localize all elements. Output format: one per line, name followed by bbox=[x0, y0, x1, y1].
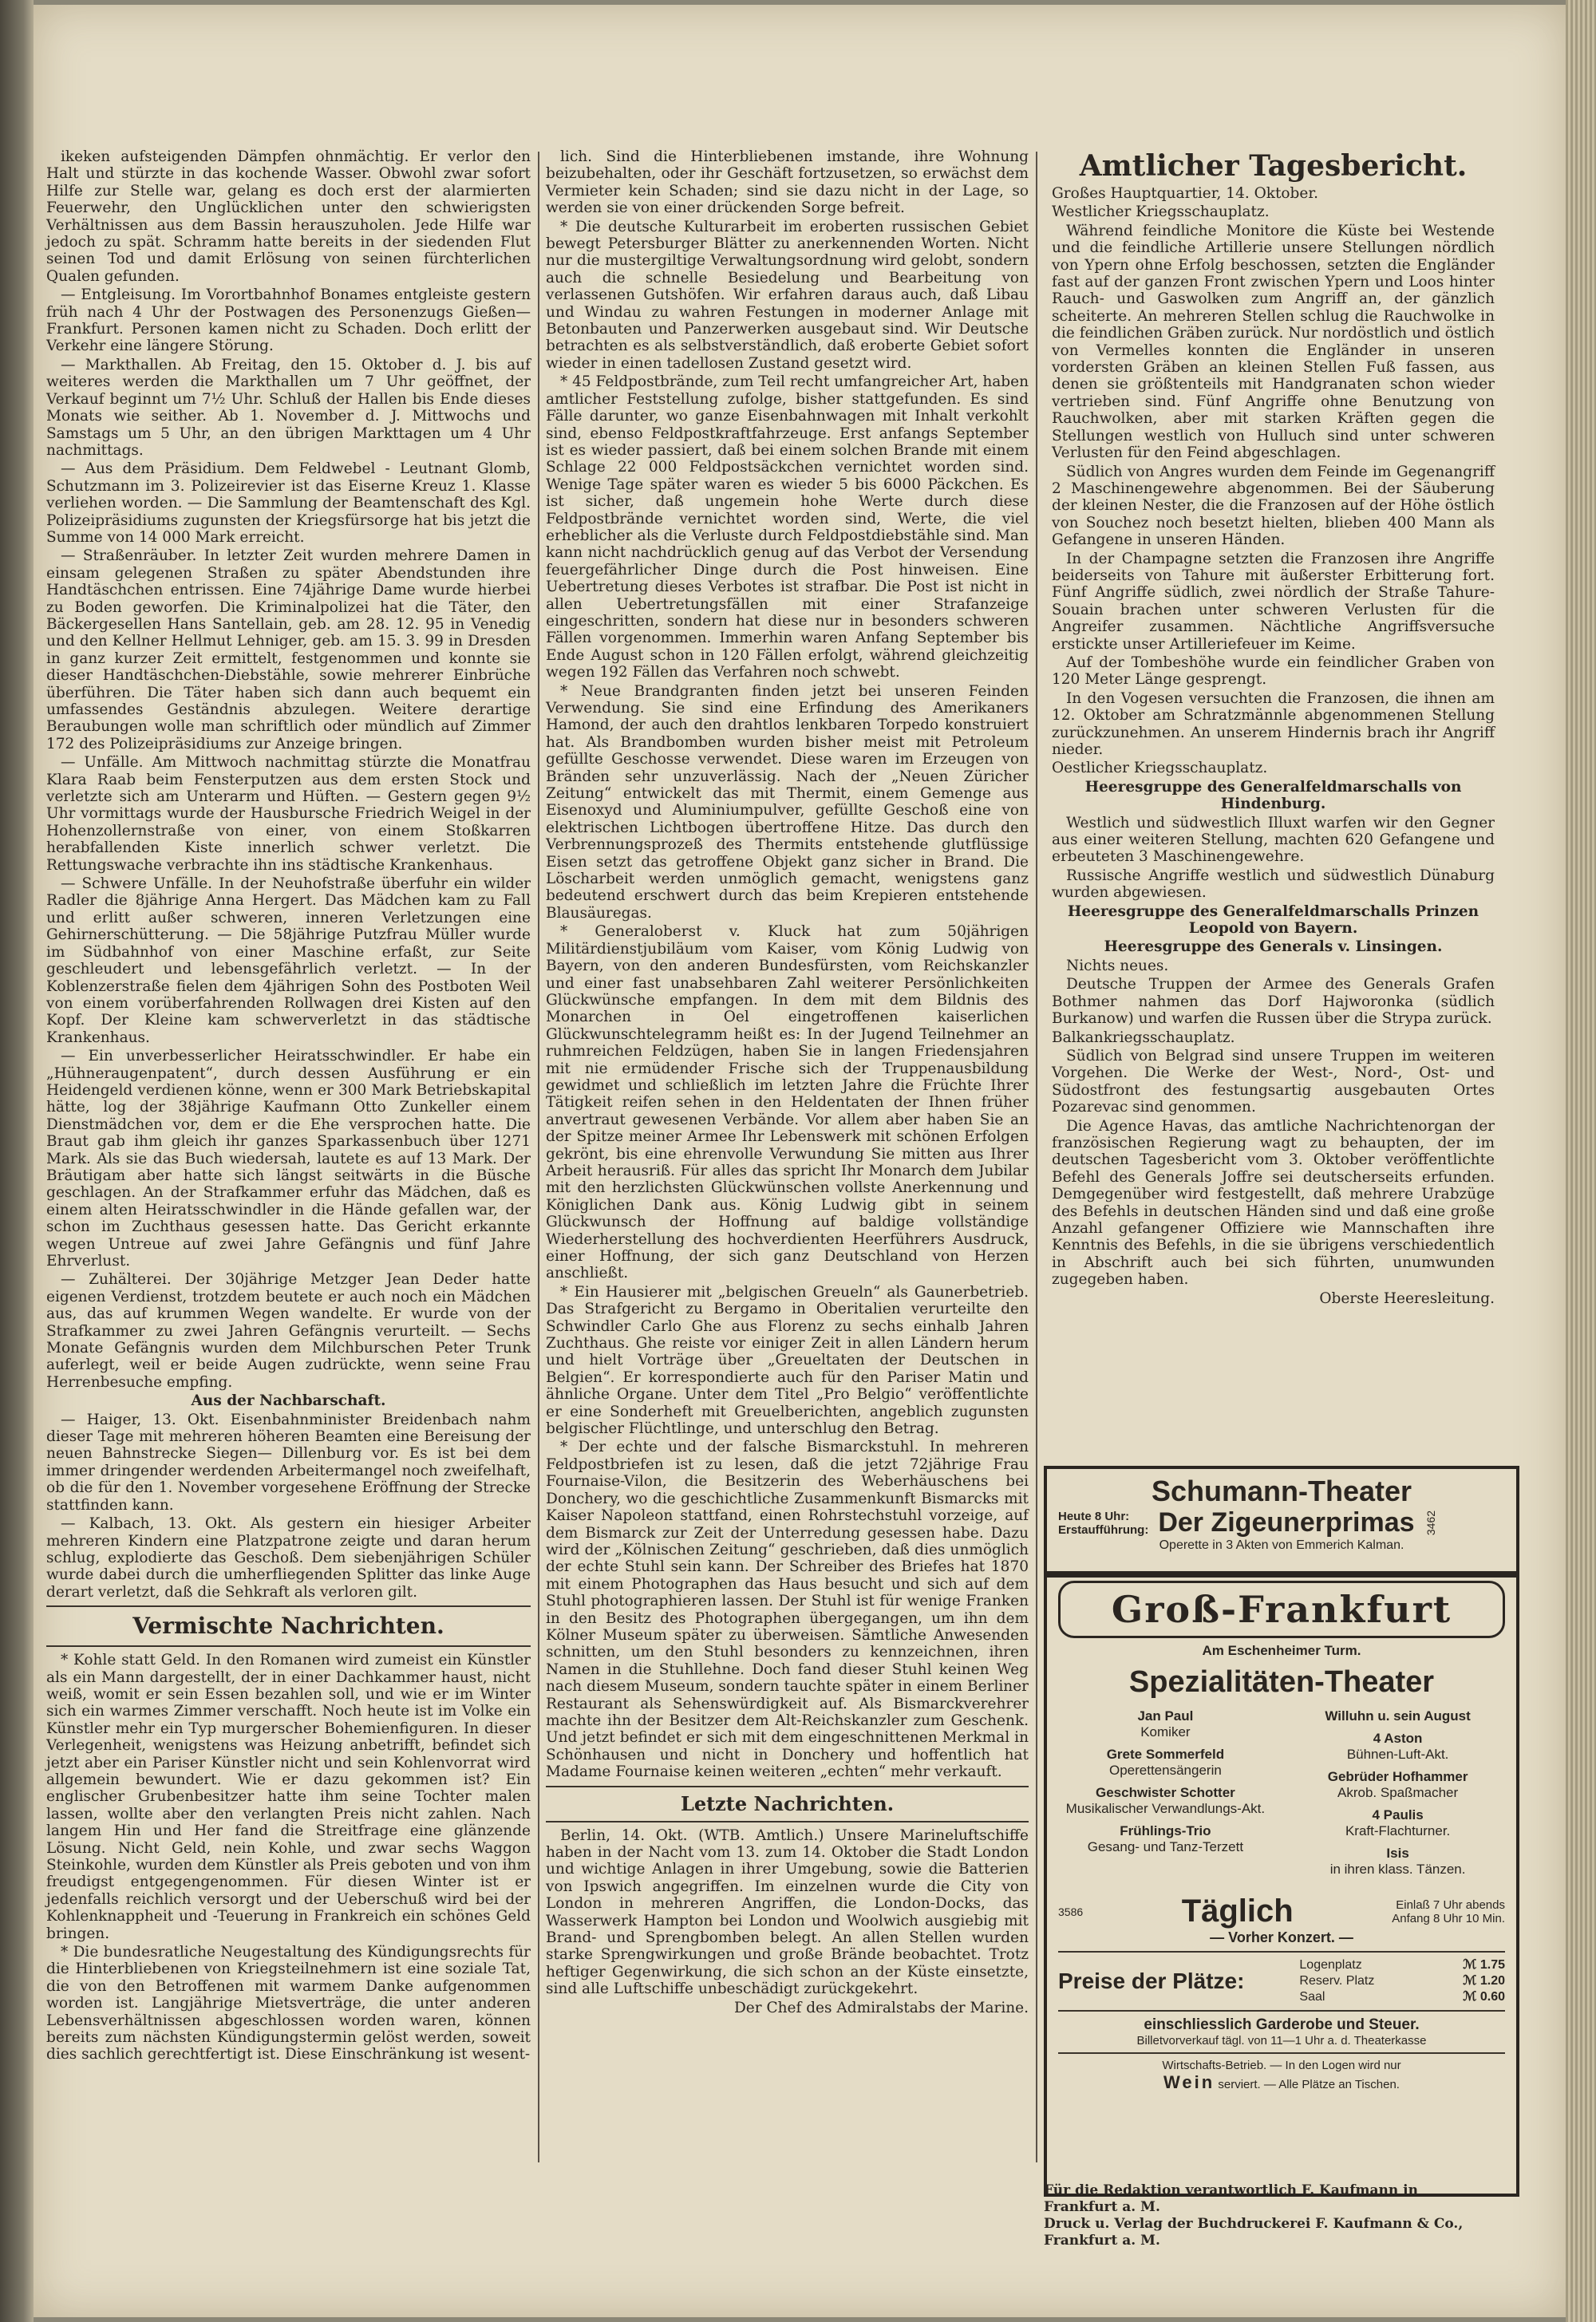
acts-left bbox=[1058, 1708, 1273, 1884]
schumann-theater-ad bbox=[1044, 1466, 1519, 1578]
ad1-line2: Erstaufführung: bbox=[1058, 1522, 1149, 1537]
ad1-subtitle: Operette in 3 Akten von Emmerich Kalman. bbox=[1159, 1538, 1404, 1552]
imprint bbox=[1044, 2182, 1491, 2249]
west-reports bbox=[1052, 223, 1495, 759]
army1-reports bbox=[1052, 815, 1495, 902]
article-paragraph: — Markthallen. Ab Freitag, den 15. Oktober d. J. bis auf weiteres werden die Markthallen um 7 Uhr geöffnet, der Verkauf beginnt um 7½ Uhr. Schluß der Hallen bis Ende dieses Monats wie seither. Ab 1. November d. J. Mittwochs und Samstags um 5 Uhr, an den übrigen Markttagen um 4 Uhr nachmittags. bbox=[46, 356, 531, 459]
column-1 bbox=[46, 148, 531, 2065]
report-paragraph: Russische Angriffe westlich und südwestlich Dünaburg wurden abgewiesen. bbox=[1052, 867, 1495, 902]
column-2 bbox=[546, 148, 1029, 2018]
havas-paragraph: Die Agence Havas, das amtliche Nachrichtenorgan der französischen Regierung wagt zu behaupten, der im deutschen Tagesbericht vom 3. Oktober veröffentlichte Befehl des Generals Joffre sei deutscherseits erfunden. Demgegenüber wird festgestellt, daß mehrere Urabzüge des Befehls in deutschen Händen sind und daß eine große Anzahl gefangener Offiziere wie Mannschaften ihre Kenntnis des Befehls, in die sie übrigens verschiedentlich in Abschrift auch bei sich führten, unumwunden zugegeben haben. bbox=[1052, 1117, 1495, 1289]
army3-text: Nichts neues. bbox=[1066, 957, 1169, 974]
price-row bbox=[1299, 1973, 1505, 1989]
ad2-title: Groß-Frankfurt bbox=[1111, 1588, 1452, 1631]
ad2-subtitle: Spezialitäten-Theater bbox=[1128, 1665, 1435, 1699]
act-entry bbox=[1058, 1747, 1273, 1779]
letzte-heading: Letzte Nachrichten. bbox=[680, 1791, 895, 1815]
article-paragraph: * Ein Hausierer mit „belgischen Greueln“ als Gaunerbetrieb. Das Strafgericht zu Bergamo in Oberitalien verurteilte den Schwindler Carlo Ghe aus Florenz zu sechs einhalb Jahren Zuchthaus. Ghe reiste vor einiger Zeit in allen Ländern herum und hielt Vorträge über „Greueltaten der Deutschen in Belgien“. Er korrespondierte auch für den Pariser Matin und ähnliche Organe. Unter dem Titel „Pro Belgio“ veröffentlichte er eine Sonderheft mit Greuelberichten, angeblich zugunsten belgischer Flüchtlinge, und unterschlug den Betrag. bbox=[546, 1283, 1029, 1438]
divider bbox=[46, 1645, 531, 1647]
report-paragraph: Südlich von Angres wurden dem Feinde im Gegenangriff 2 Maschinengewehre abgenommen. Bei der Säuberung der kleinen Nester, die die Franzosen auf der Höhe östlich von Souchez noch besetzt hielten, blieben 400 Mann als Gefangene in unseren Händen. bbox=[1052, 463, 1495, 549]
ad2-prices-label: Preise der Plätze: bbox=[1058, 1969, 1245, 1993]
imprint-line2: Druck u. Verlag der Buchdruckerei F. Kaufmann & Co., Frankfurt a. M. bbox=[1044, 2216, 1464, 2249]
column-rule-1 bbox=[538, 152, 539, 2162]
article-paragraph: * Die bundesratliche Neugestaltung des Kündigungsrechts für die Hinterbliebenen von Kriegsteilnehmern ist eine soziale Tat, die von den Betroffenen mit warmem Danke aufgenommen worden ist. Langjährige Mietsverträge, die unter anderen Lebensverhältnissen abgeschlossen worden waren, können bereits zum nächsten Kündigungstermin gelöst werden, soweit dies sachlich gerechtfertigt ist. Diese Einschränkung ist wesent- bbox=[46, 1944, 531, 2063]
divider bbox=[46, 1605, 531, 1607]
act-entry bbox=[1058, 1823, 1273, 1855]
book-spine-left bbox=[0, 0, 34, 2322]
ad2-wirtschaft: Wirtschafts-Betrieb. — In den Logen wird nur bbox=[1162, 2059, 1401, 2072]
article-paragraph: — Straßenräuber. In letzter Zeit wurden mehrere Damen in einsam gelegenen Straßen zu später Abendstunden ihre Handtäschchen entrissen. Eine 74jährige Dame wurde hierbei zu Boden geworfen. Die Kriminalpolizei hat die Täter, den Bäckergesellen Hans Santellain, geb. am 28. 12. 95 in Venedig und den Kellner Hellmut Lehniger, geb. am 15. 3. 99 in Dresden in ganz kurzer Zeit ermittelt, festgenommen und konnte sie dieser Handtäschchen-Diebstähle, sowie mehrerer Einbrüche überführen. Die Täter haben sich dann auch bequemt ein umfassendes Geständnis abzulegen. Weitere derartige Beraubungen wolle man schriftlich oder mündlich auf Zimmer 172 des Polizeipräsidiums zur Anzeige bringen. bbox=[46, 547, 531, 752]
act-name: Gebrüder Hofhammer bbox=[1327, 1769, 1468, 1784]
act-desc: Musikalischer Verwandlungs-Akt. bbox=[1065, 1801, 1266, 1816]
divider bbox=[1058, 2052, 1505, 2054]
letzte-signature: Der Chef des Admiralstabs der Marine. bbox=[733, 1999, 1029, 2016]
ad1-title: Schumann-Theater bbox=[1151, 1475, 1412, 1507]
acts-right bbox=[1290, 1708, 1505, 1884]
ad2-number: 3586 bbox=[1058, 1905, 1084, 1918]
ad2-daily: Täglich bbox=[1181, 1894, 1294, 1929]
vermischte-news bbox=[46, 1652, 531, 2063]
act-entry bbox=[1058, 1785, 1273, 1817]
ad1-number: 3462 bbox=[1424, 1510, 1437, 1536]
act-name: 4 Paulis bbox=[1372, 1807, 1424, 1822]
dateline: Großes Hauptquartier, 14. Oktober. bbox=[1052, 185, 1319, 202]
act-desc: Bühnen-Luft-Akt. bbox=[1346, 1747, 1449, 1762]
article-paragraph: — Unfälle. Am Mittwoch nachmittag stürzte die Monatfrau Klara Raab beim Fensterputzen aus dem ersten Stock und verletzte sich am Unterarm und Hüften. — Gestern gegen 9½ Uhr vormittags wurde der Hausbursche Friedrich Weigel in der Hohenzollernstraße von einer, von einem Stoßkarren herabfallenden Kiste innerlich schwer verletzt. Die Rettungswache verbrachte ihn ins städtische Krankenhaus. bbox=[46, 754, 531, 874]
ad2-garderobe: einschliesslich Garderobe und Steuer. bbox=[1144, 2016, 1420, 2033]
act-entry bbox=[1290, 1769, 1505, 1801]
act-entry bbox=[1290, 1807, 1505, 1839]
article-paragraph: — Entgleisung. Im Vorortbahnhof Bonames entgleiste gestern früh nach 4 Uhr der Postwagen des Personenzugs Gießen—Frankfurt. Personen kamen nicht zu Schaden. Doch erlitt der Verkehr eine längere Störung. bbox=[46, 286, 531, 355]
nachbarschaft-news bbox=[46, 1412, 531, 1601]
price-value: ℳ 1.75 bbox=[1463, 1958, 1505, 1972]
army1-heading: Heeresgruppe des Generalfeldmarschalls von Hindenburg. bbox=[1084, 778, 1462, 813]
report-paragraph: Während feindliche Monitore die Küste bei Westende und die feindliche Artillerie unsere Stellungen nördlich von Ypern ohne Erfolg beschossen, setzten die Engländer fast auf der ganzen Front zwischen Ypern und Loos hinter Rauch- und Gaswolken zum Angriff an, der gänzlich scheiterte. An mehreren Stellen schlug die Rauchwolke in die feindlichen Gräben zurück. Nur nordöstlich und östlich von Vermelles konnten die Engländer in unseren vordersten Gräben an kleinen Stellen Fuß fassen, aus denen sie größtenteils mit Handgranaten schon wieder vertrieben sind. Fünf Angriffe ohne Benutzung von Rauchwolken, aber mit starken Kräften gegen die Stellungen westlich von Hulluch sind unter schweren Verlusten für den Feind abgeschlagen. bbox=[1052, 222, 1495, 462]
ost-heading: Oestlicher Kriegsschauplatz. bbox=[1052, 760, 1268, 777]
article-paragraph: * 45 Feldpostbrände, zum Teil recht umfangreicher Art, haben amtlicher Feststellung zufolge, bisher stattgefunden. Es sind Fälle darunter, wo ganze Eisenbahnwagen mit Inhalt verkohlt sind, ebenso Feldpostkraftfahrzeuge. Erst anfangs September ist es wieder passiert, daß bei einem solchen Brande mit einem Schlage 22 000 Feldpostsäckchen vernichtet worden sind. Wenige Tage später waren es wieder 5 bis 6000 Päckchen. Es ist sicher, daß ungemein hohe Werte durch diese Feldpostbrände vernichtet worden sind, Werte, die viel erheblicher als die Verluste durch Feldpostdiebstähle sind. Man kann nicht nachdrücklich genug auf das Verbot der Versendung feuergefährlicher Dinge durch die Post hinweisen. Eine Uebertretung dieses Verbotes ist strafbar. Die Post ist nicht in allen Uebertretungsfällen mit einer Strafanzeige eingeschritten, sondern hat diese nur in besonders schweren Fällen vorgenommen. Immerhin waren Anfang September bis Ende August schon in 120 Fällen erfolgt, während gleichzeitig wegen 192 Fällen das Verfahren noch schwebt. bbox=[546, 373, 1029, 681]
book-pages-edge bbox=[1566, 0, 1596, 2322]
price-seat: Reserv. Platz bbox=[1299, 1974, 1375, 1988]
report-paragraph: In der Champagne setzten die Franzosen ihre Angriffe beiderseits von Tahure mit äußerster Erbitterung fort. Fünf Angriffe südlich, zwei nördlich der Straße Tahure-Souain brachen unter schweren Verlusten für die Angreifer zusammen. Nächtliche Angriffsversuche erstickte unser Artilleriefeuer im Keime. bbox=[1052, 550, 1495, 653]
article-paragraph: — Aus dem Präsidium. Dem Feldwebel - Leutnant Glomb, Schutzmann im 3. Polizeirevier ist das Eiserne Kreuz 1. Klasse verliehen worden. — Die Sammlung der Beamtenschaft des Kgl. Polizeipräsidiums zugunsten der Kriegsfürsorge hat bis jetzt die Summe von 14 000 Mark erreicht. bbox=[46, 460, 531, 546]
act-name: Isis bbox=[1386, 1846, 1409, 1861]
act-name: Geschwister Schotter bbox=[1096, 1785, 1235, 1800]
article-paragraph: * Generaloberst v. Kluck hat zum 50jährigen Militärdienstjubiläum vom Kaiser, vom König Ludwig von Bayern, von den anderen Bundesfürsten, vom Reichskanzler und einer fast unabsehbaren Zahl weiterer Persönlichkeiten Glückwünsche empfangen. In dem mit dem Bildnis des Monarchen in Oel eingetroffenen kaiserlichen Glückwunschtelegramm heißt es: In der Jugend Teilnehmer an ruhmreichen Feldzügen, haben Sie in langen Friedensjahren mit nie ermüdender Frische sich der Truppenausbildung gewidmet und schließlich im letzten Jahre die Früchte Ihrer Tätigkeit reifen sehen in den Heldentaten der Ihnen früher anvertraut gewesenen Verbände. Vor allem aber haben Sie an der Spitze meiner Armee Ihr Lebenswerk mit schönen Erfolgen gekrönt, bis eine ehrenvolle Verwundung Sie mitten aus Ihrer Arbeit herausriß. Für alles das spricht Ihr Monarch dem Jubilar mit den herzlichsten Glückwünschen vollste Anerkennung und Königlichen Dank aus. König Ludwig gibt in seinem Glückwunsch der Hoffnung auf baldige vollständige Wiederherstellung des hochverdienten Heerführers Ausdruck, einer Hoffnung, der sich ganz Deutschland von Herzen anschließt. bbox=[546, 923, 1029, 1282]
army3-paragraph: Deutsche Truppen der Armee des Generals Grafen Bothmer nahmen das Dorf Hajworonka (südlich Burkanow) und warfen die Russen über die Strypa zurück. bbox=[1052, 976, 1495, 1028]
gross-frankfurt-ad bbox=[1044, 1571, 1519, 2197]
tagesbericht-heading: Amtlicher Tagesbericht. bbox=[1079, 149, 1468, 183]
article-paragraph: * Die deutsche Kulturarbeit im eroberten russischen Gebiet bewegt Petersburger Blätter zu anerkennenden Worten. Nicht nur die mustergiltige Verwaltungsordnung wird gelobt, sondern auch die schnelle Besiedelung und Bearbeitung von verlassenen Gutshöfen. Wir erfahren daraus auch, daß Libau und Windau zu wahren Festungen in moderner Anlage mit Betonbauten und Panzerwerken ausgebaut sind. Wir Deutsche betrachten es als selbstverständlich, daß eroberte Gebiet sofort wieder in einen tadellosen Zustand gesetzt wird. bbox=[546, 218, 1029, 372]
imprint-line1: Für die Redaktion verantwortlich F. Kaufmann in Frankfurt a. M. bbox=[1044, 2182, 1418, 2215]
article-paragraph: lich. Sind die Hinterbliebenen imstande, ihre Wohnung beizubehalten, oder ihr Geschäft fortzusetzen, so erwächst dem Vermieter kein Schaden; sind sie dazu nicht in der Lage, so werden sie von einer drückenden Sorge befreit. bbox=[546, 148, 1029, 217]
price-value: ℳ 1.20 bbox=[1463, 1974, 1505, 1988]
article-paragraph: — Ein unverbesserlicher Heiratsschwindler. Er habe ein „Hühneraugenpatent“, durch dessen Ausführung er ein Heidengeld verdienen könne, wenn er 300 Mark Betriebskapital hätte, log der 38jährige Kaufmann Otto Zunkeller einem Dienstmädchen vor, dem er die Ehe versprochen hatte. Die Braut gab ihm gleich ihr ganzes Sparkassenbuch über 1271 Mark. Als sie das Buch wiedersah, lautete es auf 13 Mark. Der Bräutigam aber hatte sich längst seitwärts in die Büsche geschlagen. An der Strafkammer erfuhr das Mädchen, daß es einem alten Heiratsschwindler in die Hände gefallen war, der schon im Zuchthaus gesessen hatte. Das Gericht erkannte wegen Untreue auf zwei Jahre Gefängnis und fünf Jahre Ehrverlust. bbox=[46, 1048, 531, 1270]
letzte-paragraph: Berlin, 14. Okt. (WTB. Amtlich.) Unsere Marineluftschiffe haben in der Nacht vom 13. zum 14. Oktober die Stadt London und wichtige Anlagen in ihrer Umgebung, sowie die Batterien von Ipswich angegriffen. Im einzelnen wurde die City von London in mehreren Angriffen, die London-Docks, das Wasserwerk Hampton bei London und Woolwich ausgiebig mit Brand- und Sprengbomben belegt. An allen Stellen wurden starke Sprengwirkungen und große Brände beobachtet. Trotz heftiger Gegenwirkung, die sich schon an der Küste einsetzte, sind alle Luftschiffe unbeschädigt zurückgekehrt. bbox=[546, 1826, 1029, 1998]
act-name: Grete Sommerfeld bbox=[1106, 1747, 1225, 1762]
balkan-paragraph: Südlich von Belgrad sind unsere Truppen im weiteren Vorgehen. Die Werke der West-, Nord-, Ost- und Südostfront des festungsartig ausgebauten Ortes Pozarevac sind genommen. bbox=[1052, 1047, 1495, 1116]
act-desc: Operettensängerin bbox=[1108, 1763, 1222, 1778]
ad2-wein: Wein bbox=[1163, 2072, 1215, 2092]
act-name: Frühlings-Trio bbox=[1120, 1823, 1211, 1838]
report-paragraph: In den Vogesen versuchten die Franzosen, die ihnen am 12. Oktober am Schratzmännle abgenommenen Stellung zurückzunehmen. An unserem Hindernis brach ihr Angriff nieder. bbox=[1052, 689, 1495, 758]
ad2-location: Am Eschenheimer Turm. bbox=[1202, 1643, 1361, 1658]
price-seat: Saal bbox=[1299, 1990, 1325, 2004]
ad2-entry1: Einlaß 7 Uhr abends bbox=[1396, 1897, 1505, 1912]
act-name: Willuhn u. sein August bbox=[1325, 1708, 1471, 1724]
act-desc: Kraft-Flachturner. bbox=[1345, 1823, 1451, 1838]
article-paragraph: ikeken aufsteigenden Dämpfen ohnmächtig. Er verlor den Halt und stürzte in das kochende Wasser. Obwohl zwar sofort Hilfe zur Stelle war, gelang es doch erst der alarmierten Feuerwehr, den Unglücklichen unter den schwierigsten Verhältnissen aus dem Bassin herauszuholen. Jede Hilfe war jedoch zu spät. Schramm hatte bereits in der siedenden Flut seinen Tod und damit Erlösung von seinen fürchterlichen Qualen gefunden. bbox=[46, 148, 531, 285]
ad2-concert: — Vorher Konzert. — bbox=[1210, 1929, 1353, 1945]
article-paragraph: — Schwere Unfälle. In der Neuhofstraße überfuhr ein wilder Radler die 8jährige Anna Hergert. Das Mädchen kam zu Fall und erlitt außer schweren, inneren Verletzungen eine Gehirnerschütterung. — Die 58jährige Putzfrau Müller wurde im Südbahnhof von einer Maschine erfaßt, zur Seite geschleudert und lebensgefährlich verletzt. — In der Koblenzerstraße fielen dem 4jährigen Sohn des Postboten Weil von einem vorüberfahrenden Rollwagen drei Kisten auf den Kopf. Der Kleine kam schwerverletzt in das städtische Krankenhaus. bbox=[46, 875, 531, 1046]
local-news bbox=[46, 148, 531, 1391]
act-name: 4 Aston bbox=[1373, 1731, 1423, 1746]
price-value: ℳ 0.60 bbox=[1463, 1990, 1505, 2004]
act-desc: Komiker bbox=[1140, 1724, 1191, 1740]
price-list bbox=[1299, 1957, 1505, 2005]
column-3 bbox=[1052, 148, 1495, 1309]
ad2-entry2: Anfang 8 Uhr 10 Min. bbox=[1392, 1911, 1505, 1925]
divider bbox=[546, 1821, 1029, 1822]
act-desc: in ihren klass. Tänzen. bbox=[1329, 1862, 1466, 1877]
army2-heading: Heeresgruppe des Generalfeldmarschalls Prinzen Leopold von Bayern. bbox=[1067, 902, 1479, 938]
price-row bbox=[1299, 1957, 1505, 1973]
divider bbox=[1058, 2010, 1505, 2012]
article-paragraph: * Neue Brandgranten finden jetzt bei unseren Feinden Verwendung. Sie sind eine Erfindung des Amerikaners Hamond, der auch den drahtlos lenkbaren Torpedo konstruiert hat. Als Brandbomben wurden bisher meist mit Petroleum gefüllte Geschosse verwendet. Diese waren im Erzeugen von Bränden sehr unzuverlässig. Nach der „Neuen Züricher Zeitung“ entwickelt das mit Thermit, einem Gemenge aus Eisenoxyd und Aluminiumpulver, gefüllte Geschoß eine von elektrischen Lichtbogen übertroffene Hitze. Das durch den Verbrennungsprozeß des Thermits entstehende glutflüssige Eisen setzt das getroffene Objekt ganz sicher in Brand. Die Löscharbeit werden unmöglich gemacht, wenigstens ganz bedeutend erschwert durch das beim Krepieren entstehende Blausäuregas. bbox=[546, 682, 1029, 922]
nachbarschaft-heading: Aus der Nachbarschaft. bbox=[191, 1392, 386, 1410]
article-paragraph: * Kohle statt Geld. In den Romanen wird zumeist ein Künstler als ein Mann dargestellt, der in einer Dachkammer haust, nicht weiß, womit er sein Essen bezahlen soll, und wie er im Winter sich ein warmes Zimmer verschafft. Noch heute ist im Volke ein Künstler mehr ein Typ murgerscher Bohemienfiguren. In dieser Verlegenheit, wenigstens was Heizung anbetrifft, befindet sich jetzt aber ein Pariser Künstler nicht und sein Kohlenvorrat wird allgemein bewundert. Wie er dazu gekommen ist? Ein englischer Grubenbesitzer hatte ihm seine Tochter malen lassen, wollte aber den verlangten Preis nicht zahlen. Nach langem Hin und Her fand die Streitfrage eine glänzende Lösung. Nicht Geld, nein Kohle, und zwar sechs Waggon Steinkohle, wurden dem Künstler als Preis geboten und von ihm freudigst entgegengenommen. Für diesen Winter ist er jedenfalls reichlich versorgt und der Ueberschuß wird bei der Kohlenknappheit und -Teuerung in Frankreich ein schönes Geld bringen. bbox=[46, 1652, 531, 1942]
act-name: Jan Paul bbox=[1137, 1708, 1194, 1724]
ad1-line1: Heute 8 Uhr: bbox=[1058, 1509, 1130, 1523]
divider bbox=[546, 1786, 1029, 1787]
west-heading: Westlicher Kriegsschauplatz. bbox=[1052, 203, 1270, 221]
ad1-play: Der Zigeunerprimas bbox=[1158, 1507, 1415, 1538]
price-row bbox=[1299, 1989, 1505, 2005]
report-paragraph: Westlich und südwestlich Illuxt warfen wir den Gegner aus einer weiteren Stellung, machten 620 Gefangene und erbeuteten 3 Maschinengewehre. bbox=[1052, 814, 1495, 866]
vermischte-heading: Vermischte Nachrichten. bbox=[132, 1613, 444, 1640]
divider bbox=[1058, 1951, 1505, 1953]
article-paragraph: — Zuhälterei. Der 30jährige Metzger Jean Deder hatte eigenen Verdienst, trotzdem beutete er auch noch ein Mädchen aus, das auf krummen Wegen wandelte. Er wurde von der Strafkammer zu zwei Jahren Gefängnis verurteilt. — Sechs Monate Gefängnis wurden dem Milchburschen Peter Trunk auferlegt, weil er beide Augen zudrückte, wenn seine Frau Herrenbesuche empfing. bbox=[46, 1271, 531, 1391]
act-desc: Gesang- und Tanz-Terzett bbox=[1087, 1839, 1244, 1854]
article-paragraph: — Haiger, 13. Okt. Eisenbahnminister Breidenbach nahm dieser Tage mit mehreren höheren Beamten eine Bereisung der neuen Bahnstrecke Siegen— Dillenburg vor. Es ist bei dem immer dringender werdenden Arbeitermangel noch zweifelhaft, ob die für den 1. November vorgesehene Eröffnung der Strecke stattfinden kann. bbox=[46, 1411, 531, 1514]
act-entry bbox=[1290, 1846, 1505, 1878]
column-rule-2 bbox=[1036, 152, 1037, 2162]
ad2-vorverkauf: Billetvorverkauf tägl. von 11—1 Uhr a. d. Theaterkasse bbox=[1136, 2034, 1427, 2048]
act-desc: Akrob. Spaßmacher bbox=[1337, 1785, 1459, 1800]
heeresleitung-signature: Oberste Heeresleitung. bbox=[1319, 1289, 1495, 1307]
act-entry bbox=[1290, 1731, 1505, 1763]
act-entry bbox=[1290, 1708, 1505, 1724]
price-seat: Logenplatz bbox=[1299, 1958, 1362, 1972]
army3-heading: Heeresgruppe des Generals v. Linsingen. bbox=[1104, 938, 1443, 956]
balkan-heading: Balkankriegsschauplatz. bbox=[1052, 1029, 1235, 1046]
article-paragraph: — Kalbach, 13. Okt. Als gestern ein hiesiger Arbeiter mehreren Kindern eine Platzpatrone zeigte und daran herum schlug, explodierte das Geschoß. Dem siebenjährigen Schüler wurde dabei durch die umherfliegenden Splitter das linke Auge derart verletzt, daß die Sehkraft als verloren gilt. bbox=[46, 1515, 531, 1601]
report-paragraph: Auf der Tombeshöhe wurde ein feindlicher Graben von 120 Meter Länge gesprengt. bbox=[1052, 654, 1495, 689]
article-paragraph: * Der echte und der falsche Bismarckstuhl. In mehreren Feldpostbriefen ist zu lesen, daß die jetzt 72jährige Frau Fournaise-Vilon, die Besitzerin des Weberhäuschens bei Donchery, wo die geschichtliche Zusammenkunft Bismarcks mit Kaiser Napoleon stattfand, einen Rohrstechstuhl vorzeige, auf dem Bismarck zur Zeit der Unterredung gesessen habe. Dazu wird der „Kölnischen Zeitung“ geschrieben, daß dies unmöglich der echte Stuhl sein kann. Der Schreiber des Briefes hat 1870 mit einem Photographen das Haus besucht und sich auf dem Stuhl photographieren lassen. Der Stuhl ist für wenige Franken in den Besitz des Photographen übergegangen, um ihn dem Kölner Museum später zu überweisen. Sämtliche Anwesenden schnitten, um den Stuhl besonders zu kennzeichnen, ihren Namen in die Stuhllehne. Doch fand dieser Stuhl keinen Weg nach diesem Museum, sondern tauchte später in einem Berliner Restaurant als Sehenswürdigkeit auf. Als Bismarckverehrer machte ihn der Besitzer dem Alt-Reichskanzler zum Geschenk. Und jetzt befindet er sich mit dem eingeschnittenen Merkmal in Schönhausen und nicht in Donchery und hoffentlich hat Madame Fournaise keinen weiteren „echten“ mehr verkauft. bbox=[546, 1439, 1029, 1781]
ad2-wein-rest: serviert. — Alle Plätze an Tischen. bbox=[1218, 2078, 1400, 2091]
act-entry bbox=[1058, 1708, 1273, 1740]
misc-news bbox=[546, 148, 1029, 1781]
